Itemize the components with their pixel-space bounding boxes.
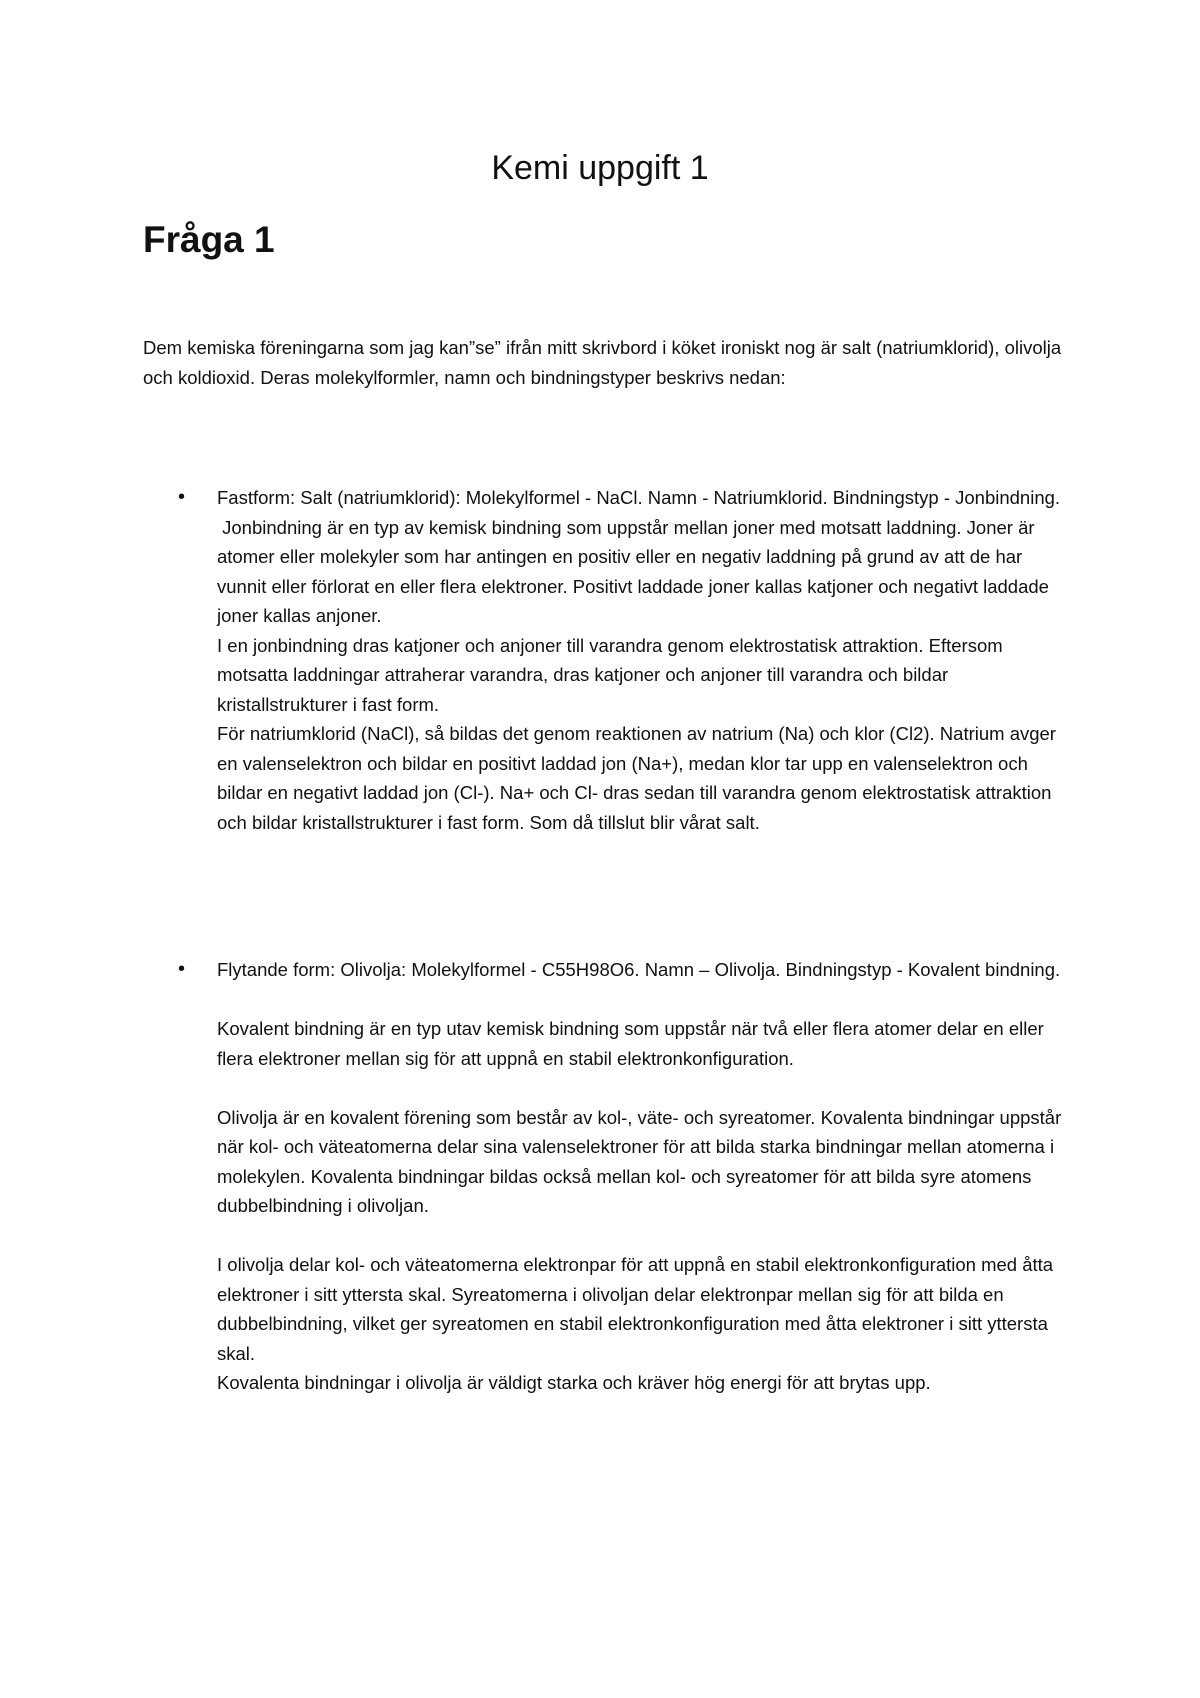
question-heading: Fråga 1 <box>143 219 275 260</box>
list-item-lead: Fastform: Salt (natriumklorid): Molekylformel - NaCl. Namn - Natriumklorid. Bindningstyp - Jonbindning. <box>217 487 1061 508</box>
list-item-lead: Flytande form: Olivolja: Molekylformel - C55H98O6. Namn – Olivolja. Bindningstyp - Kovalent bindning. <box>217 959 1061 980</box>
bullet-icon: • <box>178 486 186 508</box>
list-item-paragraph: För natriumklorid (NaCl), så bildas det genom reaktionen av natrium (Na) och klor (Cl2). Natrium avger en valenselektron och bildar en positivt laddad jon (Na+), medan klor tar upp en valenselektron och bildar en negativt laddad jon (Cl-). Na+ och Cl- dras sedan till varandra genom elektrostatisk attraktion och bildar kristallstrukturer i fast form. Som då tillslut blir vårat salt. <box>217 723 1056 833</box>
list-item-paragraph: Kovalent bindning är en typ utav kemisk bindning som uppstår när två eller flera atomer delar en eller flera elektroner mellan sig för att uppnå en stabil elektronkonfiguration. <box>217 1018 1044 1069</box>
list-item-paragraph: Olivolja är en kovalent förening som består av kol-, väte- och syreatomer. Kovalenta bindningar uppstår när kol- och väteatomerna delar sina valenselektroner för att bilda starka bindningar mellan atomerna i molekylen. Kovalenta bindningar bildas också mellan kol- och syreatomer för att bilda syre atomens dubbelbindning i olivoljan. <box>217 1106 1062 1216</box>
list-item-body <box>217 955 1063 1398</box>
list-item-body <box>217 483 1063 837</box>
spacer <box>217 985 1063 1015</box>
list-item-paragraph: Jonbindning är en typ av kemisk bindning som uppstår mellan joner med motsatt laddning. Joner är atomer eller molekyler som har antingen en positiv eller en negativ laddning på grund av att de har vunnit eller förlorat en eller flera elektroner. Positivt laddade joner kallas katjoner och negativt laddade joner kallas anjoner. <box>217 516 1055 626</box>
intro-paragraph: Dem kemiska föreningarna som jag kan”se” ifrån mitt skrivbord i köket ironiskt nog är salt (natriumklorid), olivolja och koldioxid. Deras molekylformler, namn och bindningstyper beskrivs nedan: <box>143 337 1062 388</box>
spacer <box>217 1221 1063 1251</box>
list-item-paragraph: I olivolja delar kol- och väteatomerna elektronpar för att uppnå en stabil elektronkonfiguration med åtta elektroner i sitt yttersta skal. Syreatomerna i olivoljan delar elektronpar mellan sig för att bilda en dubbelbindning, vilket ger syreatomen en stabil elektronkonfiguration med åtta elektroner i sitt yttersta skal. <box>217 1254 1054 1364</box>
list-item-paragraph: I en jonbindning dras katjoner och anjoner till varandra genom elektrostatisk attraktion. Eftersom motsatta laddningar attraherar varandra, dras katjoner och anjoner till varandra och bildar kristallstrukturer i fast form. <box>217 634 1003 715</box>
bullet-icon: • <box>178 958 186 980</box>
document-title: Kemi uppgift 1 <box>491 149 709 187</box>
spacer <box>217 1073 1063 1103</box>
list-item-paragraph: Kovalenta bindningar i olivolja är väldigt starka och kräver hög energi för att brytas upp. <box>217 1372 931 1393</box>
